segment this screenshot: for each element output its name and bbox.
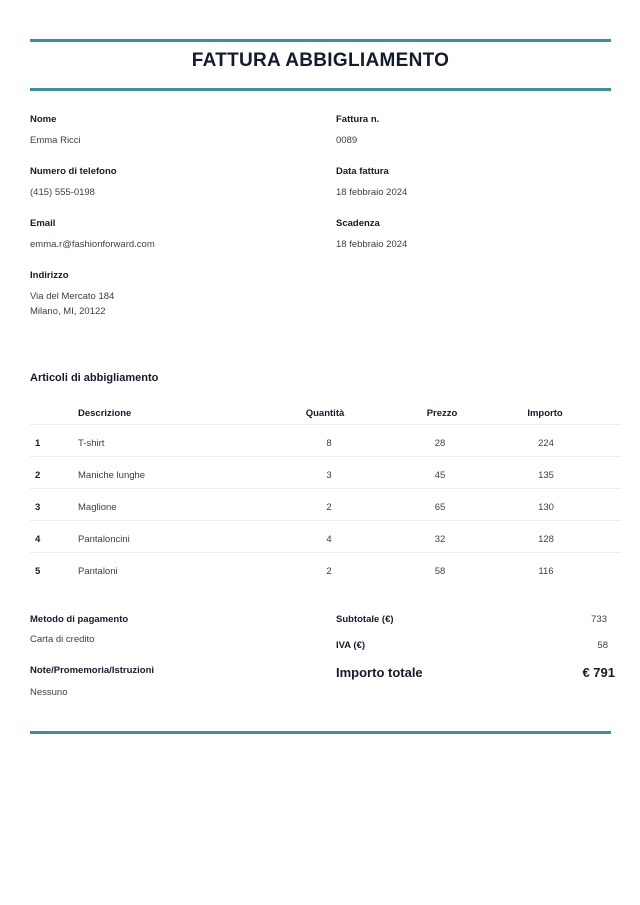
row-description: T-shirt (78, 438, 105, 449)
row-number: 1 (35, 438, 41, 449)
invoice-date: 18 febbraio 2024 (336, 187, 408, 198)
row-description: Maniche lunghe (78, 470, 146, 481)
bottom-rule (30, 731, 611, 734)
row-quantity: 4 (326, 534, 332, 545)
row-quantity: 2 (326, 566, 332, 577)
row-price: 28 (434, 438, 446, 449)
client-email: emma.r@fashionforward.com (30, 239, 155, 250)
subtotal-label: Subtotale (€) (336, 614, 394, 625)
invoice-number: 0089 (336, 135, 358, 146)
address-line-2: Milano, MI, 20122 (30, 306, 106, 317)
table-row (30, 456, 621, 489)
row-price: 58 (434, 566, 446, 577)
header-amount: Importo (527, 408, 563, 419)
total-label: Importo totale (336, 665, 423, 680)
row-quantity: 8 (326, 438, 332, 449)
payment-method: Carta di credito (30, 634, 95, 645)
row-amount: 130 (538, 502, 554, 513)
invoice-date-label: Data fattura (336, 166, 389, 177)
row-quantity: 3 (326, 470, 332, 481)
row-amount: 135 (538, 470, 554, 481)
row-description: Maglione (78, 502, 117, 513)
due-date: 18 febbraio 2024 (336, 239, 408, 250)
payment-method-label: Metodo di pagamento (30, 614, 129, 625)
name-label: Nome (30, 114, 57, 125)
row-number: 5 (35, 566, 41, 577)
row-amount: 128 (538, 534, 554, 545)
due-date-label: Scadenza (336, 218, 380, 229)
row-amount: 116 (538, 566, 554, 577)
row-number: 4 (35, 534, 41, 545)
notes-label: Note/Promemoria/Istruzioni (30, 665, 155, 676)
row-price: 65 (434, 502, 446, 513)
invoice-number-label: Fattura n. (336, 114, 380, 125)
table-row (30, 488, 621, 521)
client-phone: (415) 555-0198 (30, 187, 95, 198)
total-value: € 791 (582, 665, 615, 680)
top-rule (30, 39, 611, 42)
row-price: 45 (434, 470, 446, 481)
client-name: Emma Ricci (30, 135, 81, 146)
page-title: FATTURA ABBIGLIAMENTO (191, 50, 450, 71)
row-amount: 224 (538, 438, 554, 449)
notes-value: Nessuno (30, 687, 68, 698)
email-label: Email (30, 218, 56, 229)
table-row (30, 424, 621, 457)
address-line-1: Via del Mercato 184 (30, 291, 115, 302)
vat-label: IVA (€) (336, 640, 366, 651)
header-price: Prezzo (426, 408, 458, 419)
title-underline-rule (30, 88, 611, 91)
row-price: 32 (434, 534, 446, 545)
table-row (30, 552, 621, 585)
row-description: Pantaloncini (78, 534, 130, 545)
subtotal-value: 733 (591, 614, 607, 625)
header-quantity: Quantità (305, 408, 345, 419)
items-section-title: Articoli di abbigliamento (30, 372, 159, 384)
header-description: Descrizione (78, 408, 132, 419)
row-number: 2 (35, 470, 41, 481)
row-number: 3 (35, 502, 41, 513)
row-description: Pantaloni (78, 566, 118, 577)
table-row (30, 520, 621, 553)
phone-label: Numero di telefono (30, 166, 117, 177)
row-quantity: 2 (326, 502, 332, 513)
vat-value: 58 (597, 640, 608, 651)
address-label: Indirizzo (30, 270, 69, 281)
